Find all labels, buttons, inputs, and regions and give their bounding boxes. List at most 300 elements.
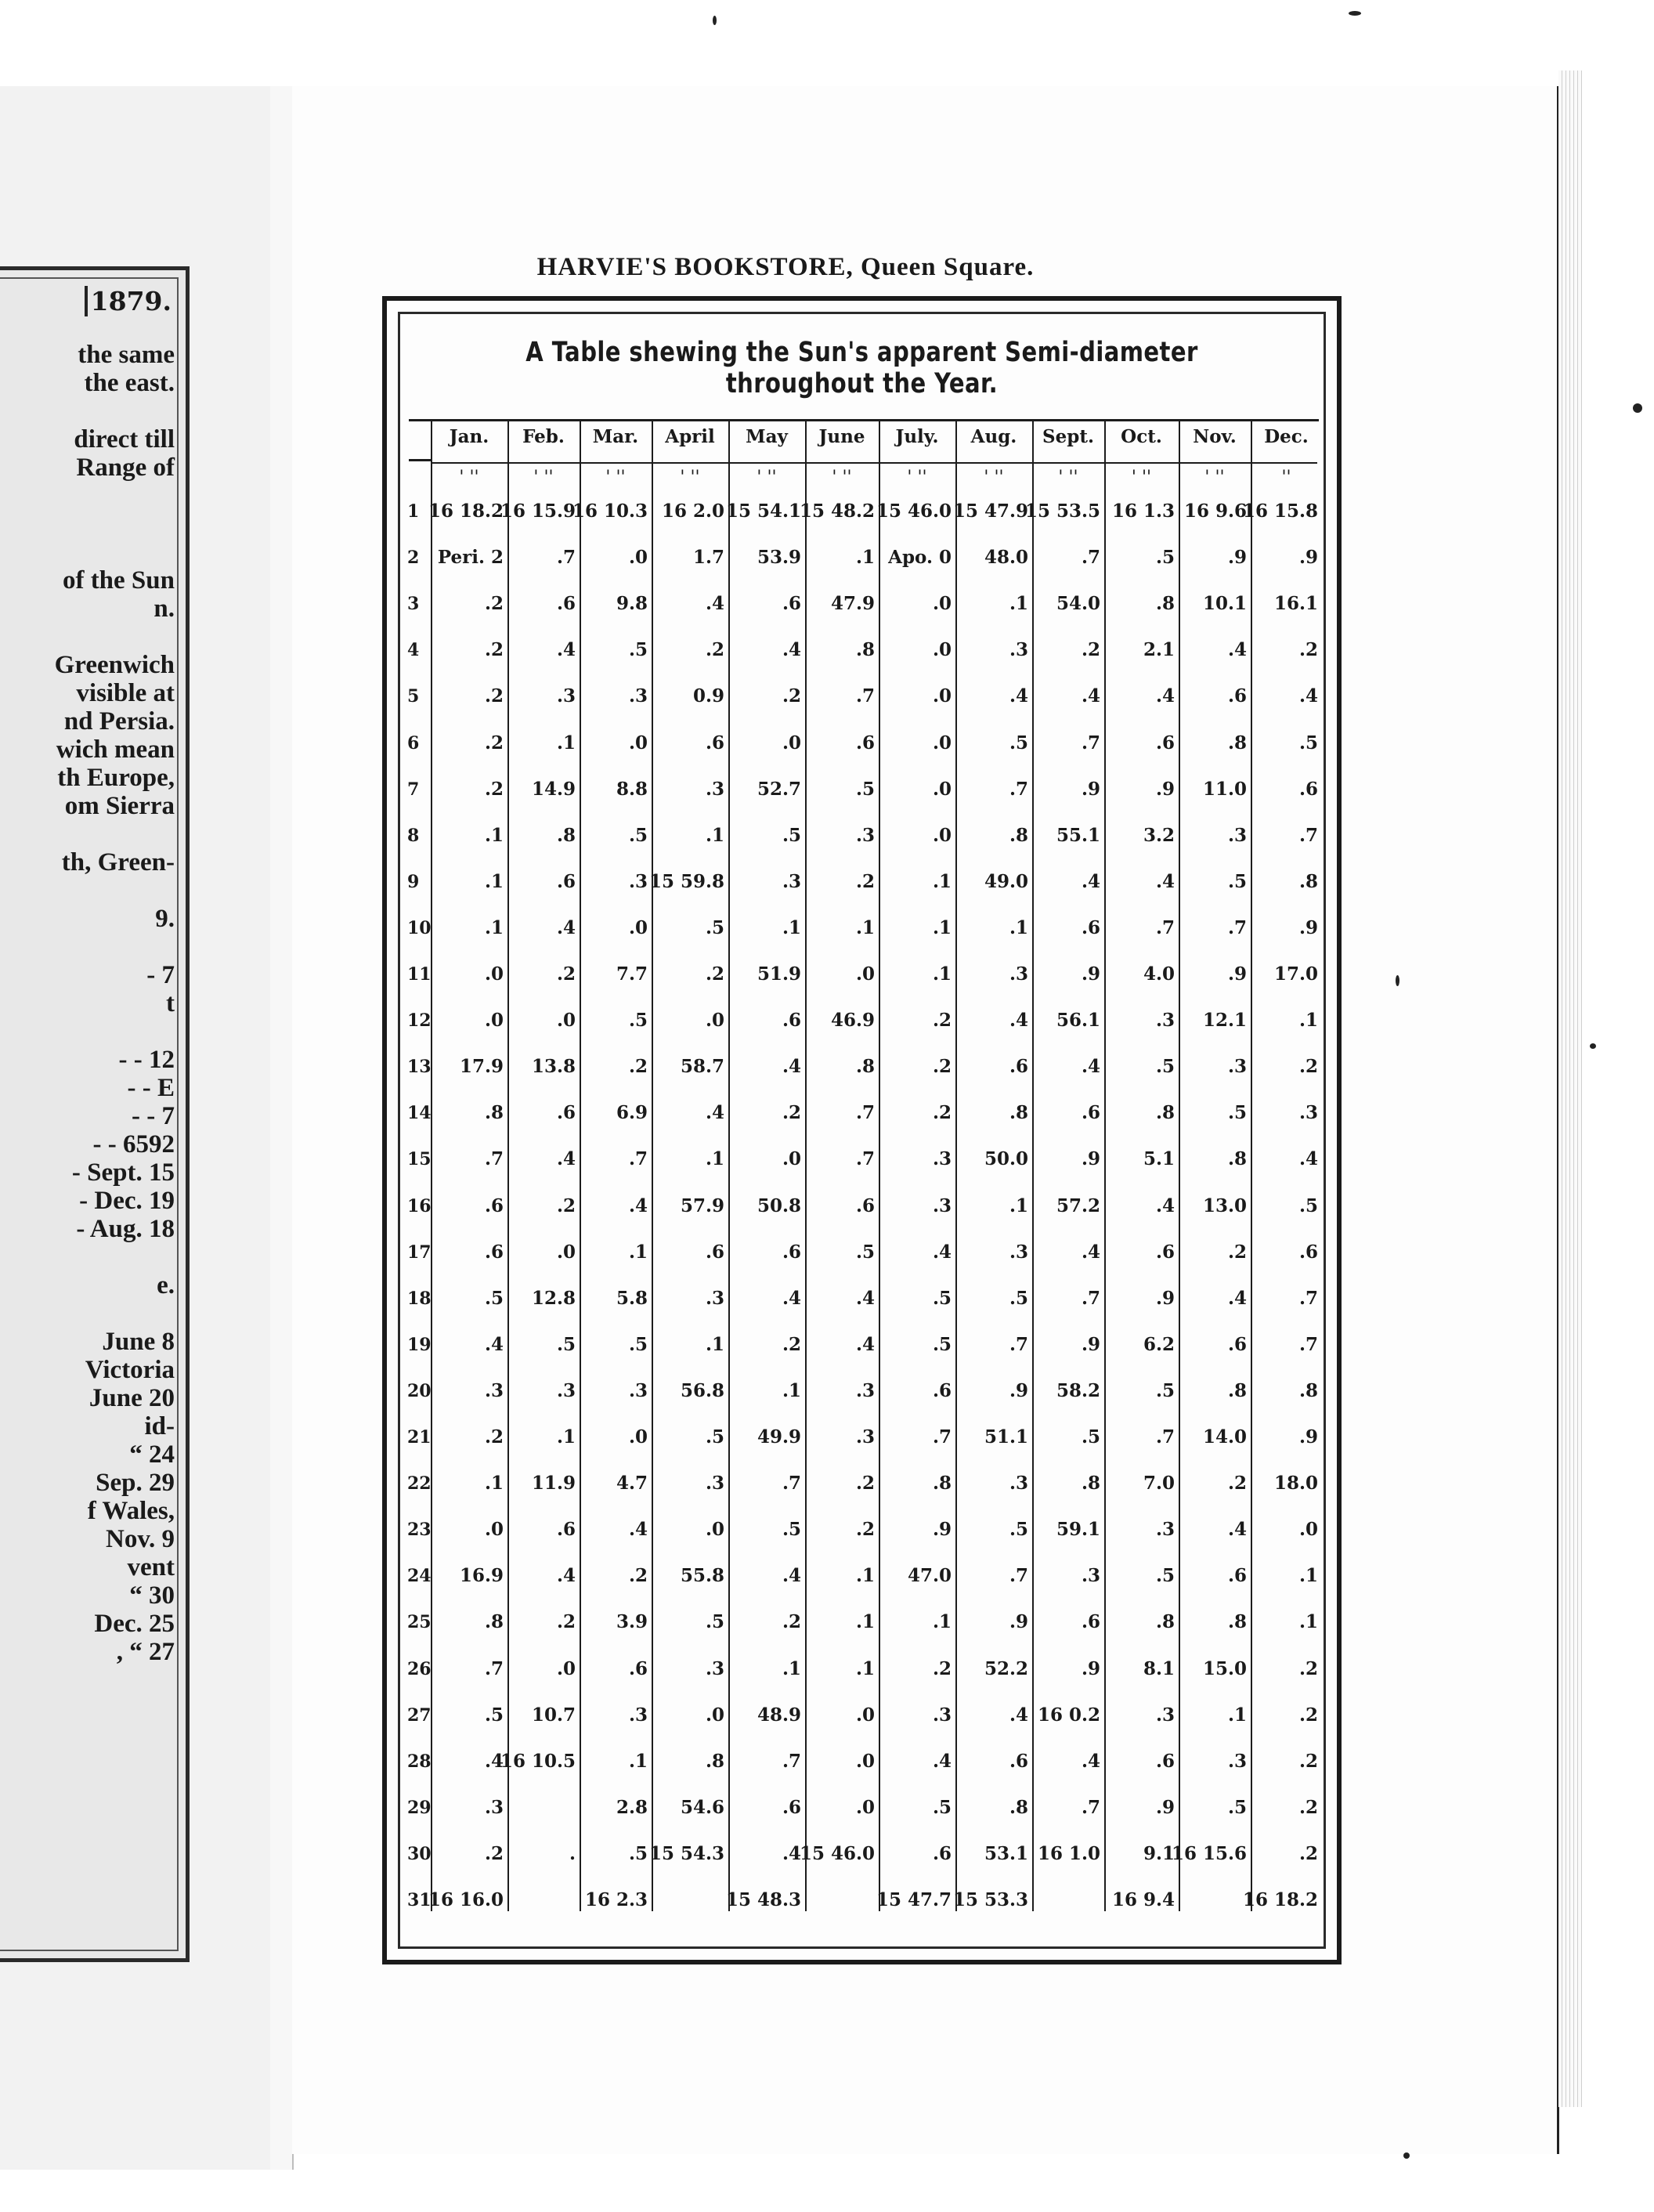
table-cell: .5 [1298,732,1318,754]
table-cell: 14.9 [531,778,576,800]
table-cell: .2 [1298,1704,1318,1726]
table-cell: 58.2 [1056,1379,1100,1401]
left-page-line: Dec. 25 [94,1610,175,1638]
table-cell: .4 [1298,1148,1318,1170]
table-cell: .0 [855,1704,875,1726]
table-cell: 16 18.2 [428,501,504,522]
table-cell: .9 [1081,1333,1100,1355]
table-cell: .3 [705,1287,724,1309]
table-cell: .1 [1009,916,1028,938]
table-cell: .3 [1227,1056,1247,1078]
table-cell: 17.0 [1273,963,1318,985]
left-page-line: f Wales, [87,1497,175,1525]
table-cell: .6 [1155,732,1175,754]
table-cell: .4 [1081,1241,1100,1263]
table-cell: 16 0.2 [1037,1704,1100,1726]
unit-label: ' '' [459,468,479,487]
month-header: Aug. [970,426,1017,447]
day-number: 7 [407,779,420,800]
left-page-year: 1879. [85,286,172,316]
table-cell: 5.1 [1143,1148,1175,1170]
table-cell: .1 [1009,1195,1028,1216]
table-cell: .9 [1009,1611,1028,1633]
day-number: 17 [407,1242,432,1263]
table-cell: .3 [484,1796,504,1818]
table-cell: .8 [855,639,875,661]
table-cell: .1 [932,1611,952,1633]
table-cell: .6 [556,1102,576,1124]
table-cell: .8 [556,824,576,846]
column-divider [728,419,730,1911]
table-cell: 13.0 [1202,1195,1247,1216]
table-cell: .1 [484,824,504,846]
table-cell: . [569,1842,576,1864]
table-cell: .1 [484,870,504,892]
table-cell: .8 [1155,1102,1175,1124]
table-cell: .2 [556,1195,576,1216]
table-cell: .9 [1298,1426,1318,1448]
table-cell: .3 [1155,1519,1175,1541]
day-number: 1 [407,501,420,522]
table-cell: .2 [628,1056,648,1078]
unit-label: '' [1281,468,1291,487]
day-number: 20 [407,1380,432,1401]
table-cell: .8 [1009,824,1028,846]
table-cell: .5 [705,916,724,938]
table-cell: .1 [484,1473,504,1495]
table-cell: .6 [782,1241,801,1263]
table-cell: .0 [556,1657,576,1679]
unit-label: ' '' [533,468,554,487]
unit-label: ' '' [1058,468,1078,487]
left-page-line: - Aug. 18 [76,1215,175,1243]
table-cell: .3 [705,1657,724,1679]
day-number: 12 [407,1010,432,1032]
table-cell: .5 [556,1333,576,1355]
table-cell: .2 [782,1102,801,1124]
table-cell: .3 [1009,963,1028,985]
table-cell: .6 [705,1241,724,1263]
table-cell: 47.9 [830,593,875,615]
left-page-line: n. [153,595,175,623]
table-cell: .6 [628,1657,648,1679]
table-cell: 16 1.0 [1037,1842,1100,1864]
left-page-line: om Sierra [64,792,175,820]
month-header: Jan. [449,426,489,447]
table-cell: .3 [705,778,724,800]
month-header: Mar. [592,426,639,447]
table-cell: .1 [855,1611,875,1633]
table-cell: .6 [1081,1611,1100,1633]
table-cell: .1 [855,916,875,938]
table-cell: 18.0 [1273,1473,1318,1495]
table-cell: .9 [1081,963,1100,985]
table-cell: .1 [1009,593,1028,615]
table-cell: 15 47.9 [952,501,1028,522]
table-cell: .5 [1081,1426,1100,1448]
table-cell: .9 [1227,963,1247,985]
table-cell: .8 [932,1473,952,1495]
table-cell: .4 [1081,1056,1100,1078]
table-cell: .5 [1155,1056,1175,1078]
table-cell: .3 [855,1426,875,1448]
table-cell: 16 16.0 [428,1889,504,1910]
table-cell: .0 [556,1241,576,1263]
table-cell: 54.0 [1056,593,1100,615]
table-title: A Table shewing the Sun's apparent Semi-diameter throughout the Year. [525,337,1198,399]
table-cell: .1 [556,732,576,754]
table-cell: .4 [1227,639,1247,661]
table-cell: .7 [556,547,576,569]
unit-label: ' '' [757,468,777,487]
table-cell: .7 [932,1426,952,1448]
table-cell: .2 [782,1611,801,1633]
day-number: 28 [407,1751,432,1772]
table-cell: .7 [1081,1796,1100,1818]
table-cell: .6 [782,1796,801,1818]
table-cell: .2 [932,1010,952,1032]
table-cell: .5 [1155,547,1175,569]
table-cell: .0 [932,778,952,800]
month-header: May [746,426,788,447]
table-cell: .6 [782,1010,801,1032]
table-cell: .1 [705,824,724,846]
table-cell: .7 [1009,1333,1028,1355]
table-cell: .6 [556,593,576,615]
table-cell: .6 [782,593,801,615]
scan-speck [1349,11,1361,16]
table-cell: .3 [628,1379,648,1401]
table-cell: 1.7 [692,547,724,569]
table-cell: .3 [628,870,648,892]
table-cell: .8 [1227,1148,1247,1170]
table-cell: 55.8 [680,1565,724,1587]
day-number: 25 [407,1612,432,1633]
left-facing-page [0,86,275,2170]
left-page-line: - - 12 [118,1046,175,1074]
left-page-line: vent [127,1553,175,1581]
table-cell: .1 [705,1148,724,1170]
table-cell: 49.0 [984,870,1028,892]
table-cell: .2 [855,870,875,892]
table-cell: .4 [932,1241,952,1263]
day-number: 22 [407,1473,432,1495]
day-number: 21 [407,1427,432,1448]
table-cell: 11.9 [531,1473,576,1495]
table-cell: .2 [1081,639,1100,661]
table-cell: .8 [1155,1611,1175,1633]
table-cell: .7 [1081,732,1100,754]
table-cell: .7 [484,1657,504,1679]
table-cell: .0 [628,732,648,754]
left-page-line: , “ 27 [116,1638,175,1666]
table-cell: .6 [484,1195,504,1216]
column-divider [955,419,957,1911]
table-cell: .0 [855,1796,875,1818]
table-cell: .5 [782,824,801,846]
table-cell: .5 [705,1611,724,1633]
table-cell: 15 53.3 [952,1889,1028,1910]
table-cell: .0 [782,1148,801,1170]
month-header: Nov. [1193,426,1237,447]
table-cell: .4 [705,1102,724,1124]
left-page-line: “ 30 [129,1581,175,1610]
table-cell: Peri. 2 [437,547,504,569]
day-number: 10 [407,917,432,938]
table-cell: .9 [1155,1796,1175,1818]
left-page-line: t [166,989,175,1017]
table-cell: .6 [855,732,875,754]
table-cell: .5 [1298,1195,1318,1216]
table-cell: .2 [1298,1056,1318,1078]
table-cell: 10.7 [531,1704,576,1726]
table-cell: .5 [628,824,648,846]
table-cell: 16 2.3 [584,1889,648,1910]
table-cell: .6 [1227,1565,1247,1587]
table-cell: .6 [556,870,576,892]
table-cell: .1 [782,1379,801,1401]
table-cell: .9 [1298,916,1318,938]
table-cell: .4 [782,1056,801,1078]
table-cell: .8 [1298,1379,1318,1401]
page-edges [1558,70,1582,2107]
table-cell: .2 [484,778,504,800]
table-cell: .0 [484,1010,504,1032]
scan-speck [713,16,717,25]
table-cell: .0 [484,963,504,985]
table-cell: 16 15.9 [500,501,576,522]
left-page-line: Range of [76,454,175,482]
table-cell: .4 [855,1287,875,1309]
table-cell: .7 [1227,916,1247,938]
table-cell: .4 [782,1287,801,1309]
column-divider [1179,419,1180,1911]
scan-speck [1633,403,1642,413]
table-cell: .0 [932,824,952,846]
table-cell: 46.9 [830,1010,875,1032]
table-cell: .7 [1298,1287,1318,1309]
day-number: 31 [407,1890,432,1910]
table-cell: 56.1 [1056,1010,1100,1032]
month-header: Oct. [1121,426,1162,447]
table-cell: .5 [1227,1796,1247,1818]
table-cell: .5 [628,639,648,661]
month-header: Feb. [522,426,565,447]
table-cell: .9 [1081,778,1100,800]
table-cell: .3 [1227,824,1247,846]
left-page-line [0,876,175,905]
left-page-line: wich mean [56,736,175,764]
table-cell: .0 [932,639,952,661]
table-cell: .3 [782,870,801,892]
table-cell: .7 [628,1148,648,1170]
table-cell: .6 [1081,1102,1100,1124]
table-cell: .2 [484,593,504,615]
table-cell: 14.0 [1202,1426,1247,1448]
day-number: 27 [407,1704,432,1726]
day-number: 8 [407,825,420,846]
table-cell: 59.1 [1056,1519,1100,1541]
table-cell: 16 1.3 [1111,501,1175,522]
day-number: 29 [407,1797,432,1818]
table-cell: .4 [1155,870,1175,892]
table-cell: .7 [1155,1426,1175,1448]
table-cell: .1 [932,916,952,938]
day-number: 2 [407,548,420,569]
table-cell: 8.1 [1143,1657,1175,1679]
table-cell: .4 [932,1750,952,1772]
table-cell: .4 [1009,1704,1028,1726]
table-cell: 48.9 [757,1704,801,1726]
table-cell: .7 [1081,1287,1100,1309]
left-page-line [0,482,175,510]
table-cell: .5 [782,1519,801,1541]
table-cell: .4 [1227,1287,1247,1309]
day-number: 24 [407,1566,432,1587]
table-cell: 16.1 [1273,593,1318,615]
table-cell: .2 [705,963,724,985]
table-cell: .6 [1227,1333,1247,1355]
left-page-line [0,510,175,538]
column-divider [879,419,880,1911]
table-cell: .2 [932,1056,952,1078]
table-cell: 16 9.4 [1111,1889,1175,1910]
left-page-line [0,1299,175,1328]
left-page-line: direct till [74,425,175,454]
column-divider [580,419,581,1911]
table-cell: 8.8 [616,778,648,800]
table-cell: .5 [705,1426,724,1448]
table-cell: 6.2 [1143,1333,1175,1355]
table-cell: .4 [1081,685,1100,707]
left-page-line: - 7 [146,961,175,989]
table-cell: .6 [556,1519,576,1541]
table-cell: .3 [1081,1565,1100,1587]
table-cell: .6 [932,1842,952,1864]
table-cell: 13.8 [531,1056,576,1078]
table-cell: .7 [1009,1565,1028,1587]
table-cell: 15 54.3 [648,1842,724,1864]
table-cell: .8 [1298,870,1318,892]
table-cell: 15 47.7 [876,1889,952,1910]
table-cell: .2 [1298,1750,1318,1772]
table-cell: 48.0 [984,547,1028,569]
table-cell: .6 [1298,1241,1318,1263]
unit-label: ' '' [1131,468,1152,487]
left-page-text [0,341,175,1666]
table-cell: 47.0 [907,1565,952,1587]
table-cell: .9 [1155,778,1175,800]
table-cell: .9 [1155,1287,1175,1309]
table-cell: .1 [1298,1611,1318,1633]
table-cell: .6 [932,1379,952,1401]
table-cell: 16 10.5 [500,1750,576,1772]
table-cell: .4 [1155,685,1175,707]
table-cell: 53.1 [984,1842,1028,1864]
table-cell: .8 [1009,1102,1028,1124]
table-cell: .0 [628,1426,648,1448]
table-cell: .9 [1009,1379,1028,1401]
table-cell: .4 [1081,1750,1100,1772]
table-cell: .6 [705,732,724,754]
table-cell: .2 [484,1426,504,1448]
left-page-line: Nov. 9 [105,1525,175,1553]
table-cell: 16 2.0 [661,501,724,522]
left-page-line: th Europe, [57,764,175,792]
table-cell: .5 [628,1333,648,1355]
table-cell: .5 [932,1287,952,1309]
day-number: 4 [407,640,420,661]
table-cell: .8 [484,1611,504,1633]
table-cell: .7 [855,1148,875,1170]
table-cell: .2 [782,685,801,707]
table-cell: 15 53.5 [1024,501,1100,522]
left-page-line: - - 7 [132,1102,175,1130]
table-cell: 3.2 [1143,824,1175,846]
table-cell: .8 [1009,1796,1028,1818]
table-cell: .8 [1081,1473,1100,1495]
table-cell: 4.7 [616,1473,648,1495]
table-cell: .5 [628,1010,648,1032]
left-page-line: th, Green- [61,848,175,876]
day-number: 16 [407,1195,432,1216]
table-cell: .1 [932,870,952,892]
column-divider [805,419,807,1911]
table-cell: .2 [932,1102,952,1124]
table-cell: .3 [932,1704,952,1726]
table-cell: 51.9 [757,963,801,985]
table-cell: .0 [484,1519,504,1541]
table-cell: .2 [1298,639,1318,661]
table-cell: .5 [628,1842,648,1864]
left-page-line: the east. [84,369,175,397]
table-cell: .3 [1298,1102,1318,1124]
table-cell: 7.0 [1143,1473,1175,1495]
table-cell: .0 [855,963,875,985]
table-cell: .0 [628,547,648,569]
table-cell: 58.7 [680,1056,724,1078]
table-cell: .1 [1298,1010,1318,1032]
table-cell: 51.1 [984,1426,1028,1448]
table-cell: .4 [628,1519,648,1541]
table-cell: .1 [782,1657,801,1679]
day-number: 6 [407,732,420,754]
table-cell: .6 [1081,916,1100,938]
table-cell: .9 [932,1519,952,1541]
left-page-line: - Sept. 15 [71,1158,175,1187]
table-cell: 2.8 [616,1796,648,1818]
table-cell: .2 [1227,1473,1247,1495]
unit-label: ' '' [605,468,626,487]
table-cell: 15 48.2 [799,501,875,522]
left-page-line [0,397,175,425]
left-page-line: - Dec. 19 [79,1187,175,1215]
table-cell: .1 [556,1426,576,1448]
table-cell: .0 [782,732,801,754]
table-cell: .9 [1081,1657,1100,1679]
table-cell: .2 [855,1473,875,1495]
table-cell: 57.2 [1056,1195,1100,1216]
unit-label: ' '' [832,468,852,487]
table-cell: .2 [932,1657,952,1679]
left-page-line: the same [78,341,175,369]
scan-speck [1403,2152,1410,2159]
table-cell: .1 [1227,1704,1247,1726]
left-page-line [0,933,175,961]
table-cell: .9 [1081,1148,1100,1170]
unit-label: ' '' [1204,468,1225,487]
table-cell: 15 46.0 [799,1842,875,1864]
